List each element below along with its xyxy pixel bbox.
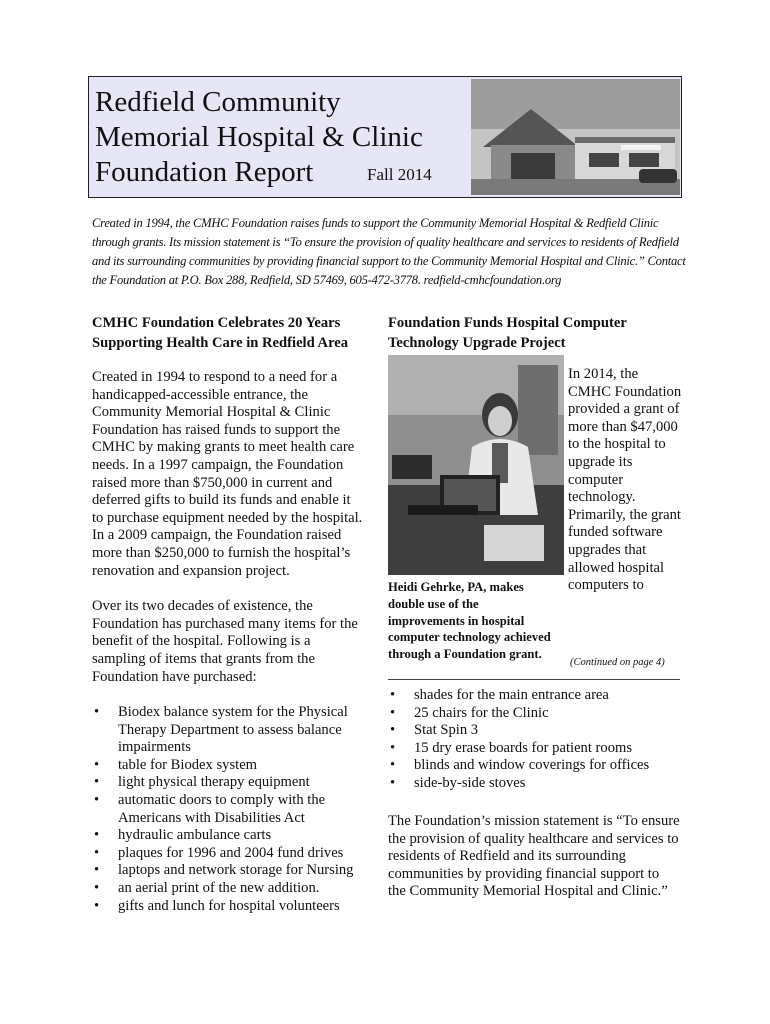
purchased-items-list-continued bbox=[388, 687, 684, 793]
bullet-icon: • bbox=[94, 897, 100, 914]
title-line-3: Foundation Report bbox=[95, 156, 314, 188]
list-item: • table for Biodex system bbox=[94, 756, 258, 773]
doctor-at-computer-illustration bbox=[388, 355, 564, 575]
left-heading-line-2: Supporting Health Care in Redfield Area bbox=[92, 335, 349, 351]
right-heading-line-2: Technology Upgrade Project bbox=[388, 335, 566, 351]
list-item: • Biodex balance system for the Physical Therapy Department to assess balance impairments bbox=[94, 704, 348, 756]
left-article bbox=[92, 313, 364, 915]
bullet-icon: • bbox=[94, 880, 100, 897]
list-item: • side-by-side stoves bbox=[390, 774, 526, 791]
list-item: • 15 dry erase boards for patient rooms bbox=[390, 739, 633, 756]
season-label: Fall 2014 bbox=[367, 165, 432, 184]
list-item: • shades for the main entrance area bbox=[390, 687, 609, 703]
list-item: • an aerial print of the new addition. bbox=[94, 880, 320, 897]
left-heading bbox=[92, 313, 364, 353]
title-line-1: Redfield Community bbox=[95, 86, 341, 118]
bullet-icon: • bbox=[390, 687, 396, 703]
title-line-2: Memorial Hospital & Clinic bbox=[95, 121, 423, 153]
bullet-icon: • bbox=[94, 704, 100, 721]
bullet-icon: • bbox=[390, 722, 396, 739]
right-article bbox=[388, 313, 684, 900]
list-item: • Stat Spin 3 bbox=[390, 722, 479, 739]
list-item: • gifts and lunch for hospital volunteers bbox=[94, 897, 340, 914]
list-item: • laptops and network storage for Nursing bbox=[94, 862, 354, 879]
right-article-text: In 2014, the CMHC Foundation provided a grant of more than $47,000 to the hospital to upgrade its computer technology. Primarily, the grant funded software upgrades that allowed hospital computers to bbox=[568, 366, 682, 594]
right-heading bbox=[388, 313, 684, 353]
list-item: • hydraulic ambulance carts bbox=[94, 827, 272, 844]
bullet-icon: • bbox=[94, 862, 100, 879]
bullet-icon: • bbox=[94, 774, 100, 791]
photo-caption: Heidi Gehrke, PA, makes double use of the improvements in hospital computer technology achieved through a Foundation grant. bbox=[388, 580, 551, 662]
report-header bbox=[88, 76, 682, 198]
hospital-building-illustration bbox=[471, 79, 680, 195]
bullet-icon: • bbox=[390, 757, 396, 774]
bullet-icon: • bbox=[390, 739, 396, 756]
left-paragraph-1: Created in 1994 to respond to a need for a handicapped-accessible entrance, the Community Memorial Hospital & Clinic Foundation has raised funds to support the CMHC by making grants to meet health care needs. In a 1997 campaign, the Foundation raised more than $750,000 in current and deferred gifts to build its funds and enable it to purchase equipment needed by the hospital. In a 2009 campaign, the Foundation raised more than $250,000 to furnish the hospital’s renovation and expansion project. bbox=[92, 369, 363, 579]
list-item: • blinds and window coverings for offices bbox=[390, 757, 650, 774]
bullet-icon: • bbox=[94, 844, 100, 861]
foundation-intro: Created in 1994, the CMHC Foundation raises funds to support the Community Memorial Hospital & Redfield Clinic through grants. Its mission statement is “To ensure the provision of quality healthcare and services to residents of Redfield and its surrounding communities by providing financial support to the Community Memorial Hospital and Clinic.” Contact the Foundation at P.O. Box 288, Redfield, SD 57469, 605-472-3778. redfield-cmhcfoundation.org bbox=[92, 216, 686, 287]
list-item: • automatic doors to comply with the Americans with Disabilities Act bbox=[94, 792, 326, 826]
divider bbox=[388, 679, 680, 680]
bullet-icon: • bbox=[390, 704, 396, 721]
bullet-icon: • bbox=[94, 756, 100, 773]
list-item: • plaques for 1996 and 2004 fund drives bbox=[94, 844, 344, 861]
continued-note: (Continued on page 4) bbox=[570, 657, 665, 668]
list-item: • 25 chairs for the Clinic bbox=[390, 704, 549, 721]
mission-statement: The Foundation’s mission statement is “To ensure the provision of quality healthcare and services to residents of Redfield and its surrounding communities by providing financial support to the Community Memorial Hospital and Clinic.” bbox=[388, 813, 680, 900]
list-item: • light physical therapy equipment bbox=[94, 774, 310, 791]
right-heading-line-1: Foundation Funds Hospital Computer bbox=[388, 315, 627, 331]
bullet-icon: • bbox=[94, 792, 100, 809]
purchased-items-list bbox=[92, 704, 364, 915]
left-heading-line-1: CMHC Foundation Celebrates 20 Years bbox=[92, 315, 341, 331]
doctor-at-computer-photo bbox=[388, 355, 564, 575]
left-paragraph-2: Over its two decades of existence, the Foundation has purchased many items for the benefit of the hospital. Following is a sampling of items that grants from the Foundation have purchased: bbox=[92, 598, 358, 685]
hospital-building-photo bbox=[471, 79, 680, 195]
bullet-icon: • bbox=[390, 774, 396, 791]
bullet-icon: • bbox=[94, 827, 100, 844]
